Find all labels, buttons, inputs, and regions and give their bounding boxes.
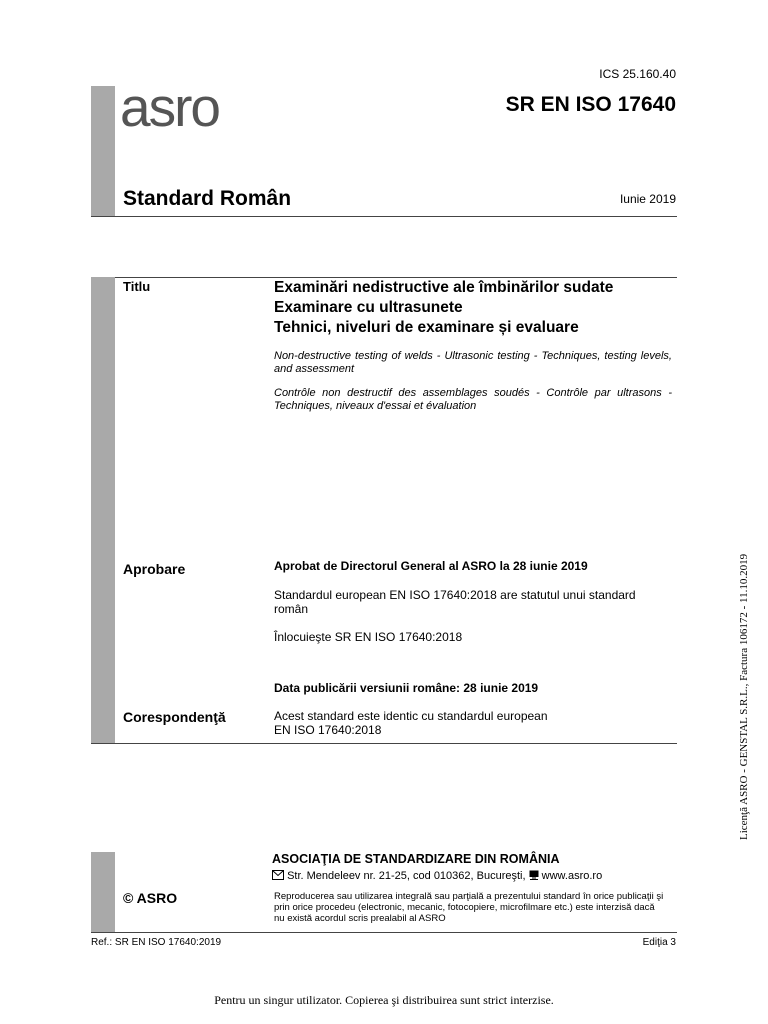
romanian-title-line: Examinări nedistructive ale îmbinărilor sudate	[274, 279, 614, 296]
org-address: Str. Mendeleev nr. 21-25, cod 010362, Bucureşti,	[287, 870, 526, 882]
org-bottom-rule	[91, 932, 677, 933]
approved-by: Aprobat de Directorul General al ASRO la 28 iunie 2019	[274, 559, 588, 573]
correspondence-line1: Acest standard este identic cu standardul european	[274, 709, 548, 723]
title-label: Titlu	[123, 279, 151, 294]
correspondence-label: Corespondenţă	[123, 709, 226, 725]
monitor-icon	[529, 870, 539, 880]
reproduction-notice: Reproducerea sau utilizarea integrală sau parţială a prezentului standard în orice publicaţii şi prin orice procedeu (electronic, mecanic, fotocopiere, microfilmare etc.) este interzisă dacă nu există acordul scris prealabil al ASRO	[274, 891, 664, 924]
publication-date: Data publicării versiunii române: 28 iunie 2019	[274, 681, 539, 695]
edition: Ediţia 3	[642, 937, 676, 948]
asro-logo	[120, 82, 260, 132]
main-bottom-rule	[91, 743, 677, 744]
standard-type: Standard Român	[123, 187, 292, 210]
logo-text: asro	[120, 82, 219, 132]
license-watermark: Licenţă ASRO - GENSTAL S.R.L., Factura 106172 - 11.10.2019	[738, 553, 750, 840]
org-side-bar	[91, 852, 115, 932]
org-website[interactable]: www.asro.ro	[541, 870, 603, 882]
org-name: ASOCIAŢIA DE STANDARDIZARE DIN ROMÂNIA	[272, 852, 560, 866]
romanian-title-line: Examinare cu ultrasunete	[274, 299, 463, 316]
header-rule	[91, 216, 677, 217]
standard-code: SR EN ISO 17640	[505, 93, 676, 116]
org-address-line	[272, 870, 602, 882]
envelope-icon	[272, 870, 284, 880]
usage-note: Pentru un singur utilizator. Copierea şi distribuirea sunt strict interzise.	[214, 993, 554, 1007]
approval-label: Aprobare	[123, 561, 186, 577]
french-title: Contrôle non destructif des assemblages soudés - Contrôle par ultrasons - Techniques, niveaux d'essai et évaluation	[274, 387, 672, 412]
replaces-text: Înlocuieşte SR EN ISO 17640:2018	[274, 630, 463, 644]
main-side-bar	[91, 277, 115, 743]
english-title: Non-destructive testing of welds - Ultrasonic testing - Techniques, testing levels, and assessment	[274, 350, 672, 375]
reference: Ref.: SR EN ISO 17640:2019	[91, 937, 222, 948]
ics-code: ICS 25.160.40	[599, 67, 676, 81]
header-side-bar	[91, 86, 115, 216]
status-text: Standardul european EN ISO 17640:2018 are statutul unui standard român	[274, 588, 636, 616]
romanian-title-line: Tehnici, niveluri de examinare și evaluare	[274, 319, 579, 336]
copyright: © ASRO	[123, 890, 178, 906]
standard-date: Iunie 2019	[619, 192, 676, 206]
correspondence-line2: EN ISO 17640:2018	[274, 723, 382, 737]
romanian-title	[274, 278, 674, 338]
